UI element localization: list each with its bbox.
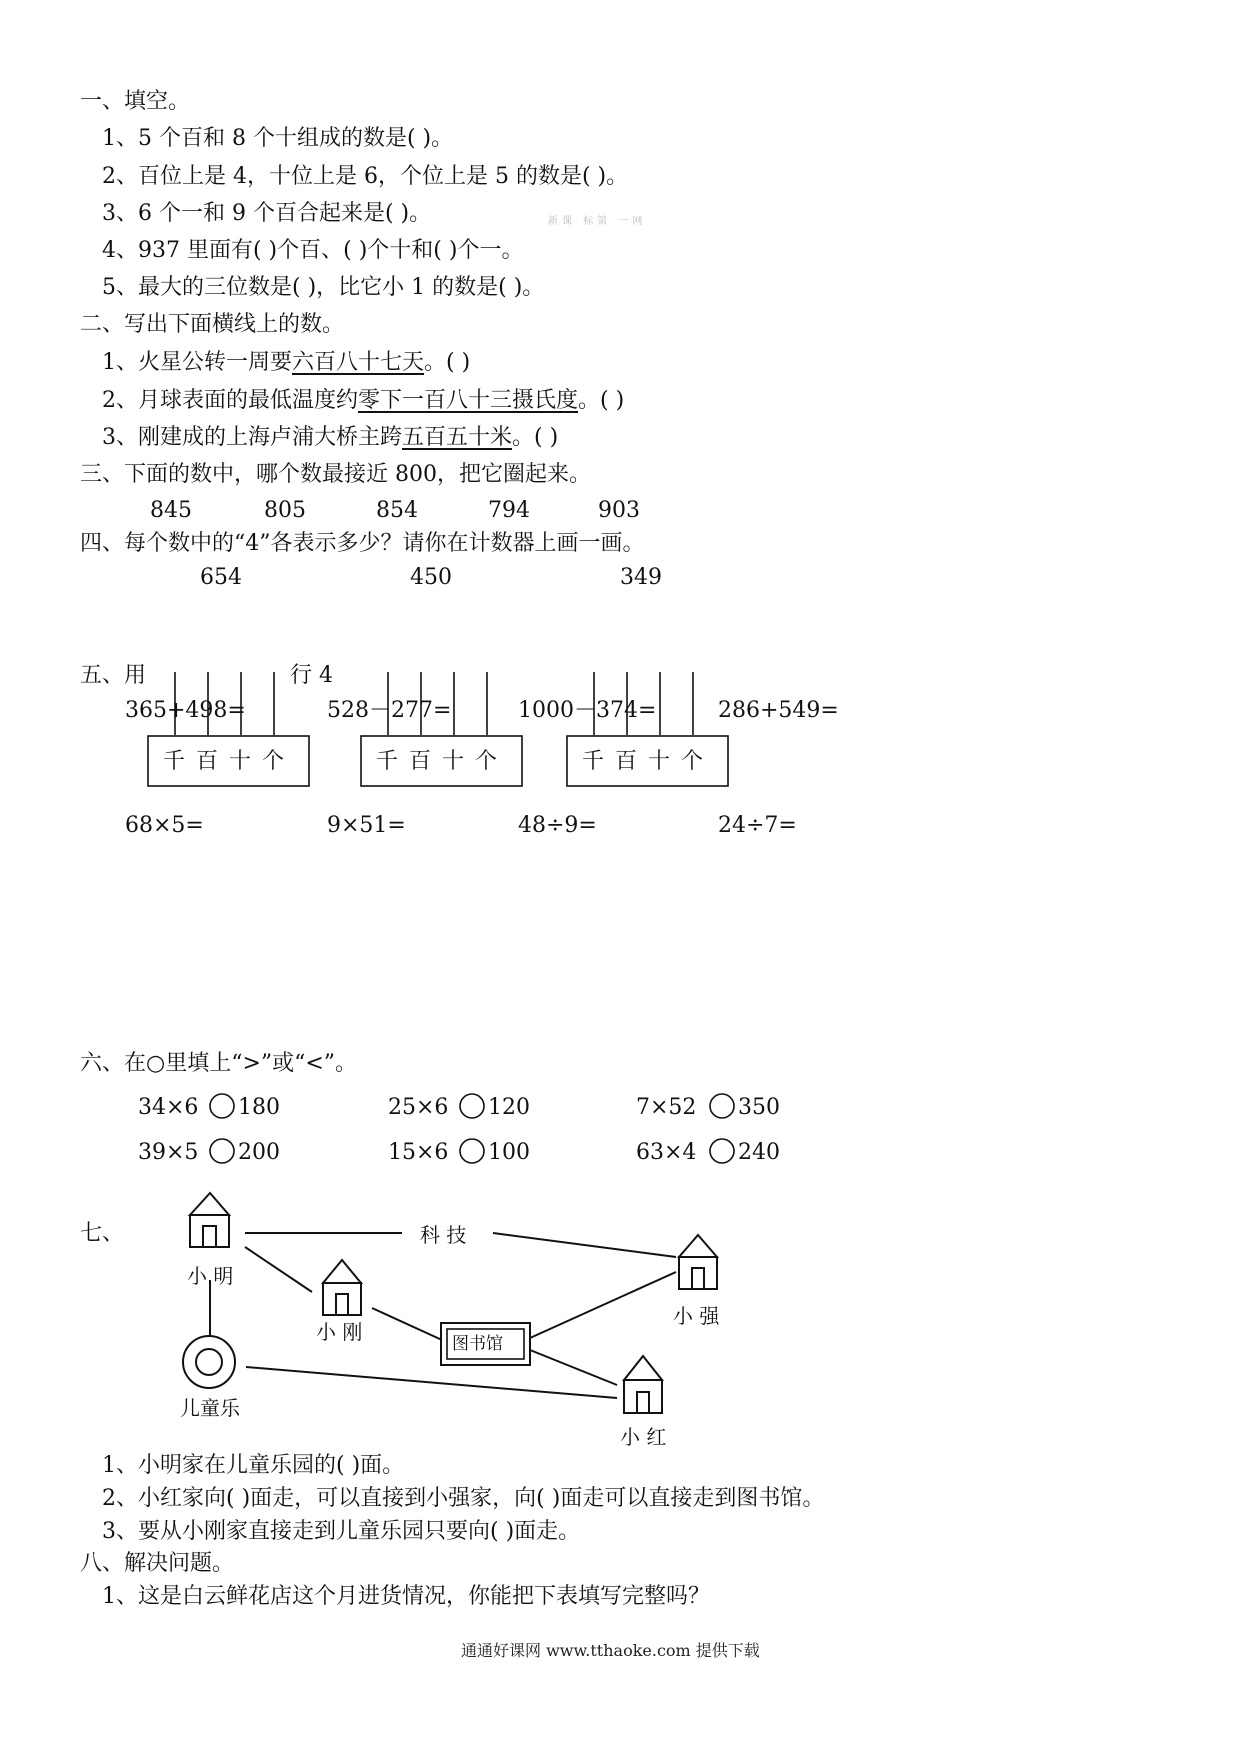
compare-left: 39×5: [138, 1140, 199, 1165]
house-icon: [679, 1235, 717, 1289]
footer-credit: 通通好课网 www.tthaoke.com 提供下载: [461, 1641, 760, 1660]
abacus-place-labels: 千 百 十 个: [582, 749, 705, 774]
calc-item: 528－277=: [327, 698, 452, 723]
compare-right: 240: [738, 1140, 780, 1165]
house-icon: [624, 1356, 662, 1413]
calc-item: 48÷9=: [518, 813, 597, 838]
watermark: 新课 标第 一网: [548, 216, 647, 227]
compare-right: 350: [738, 1095, 780, 1120]
section-6-title: 六、在○里填上“>”或“<”。: [80, 1051, 358, 1076]
question-2-3-underlined: 五百五十米: [402, 425, 513, 450]
compare-right: 120: [488, 1095, 530, 1120]
section-7-title: 七、: [80, 1221, 125, 1246]
question-1-5: 5、最大的三位数是( )，比它小 1 的数是( )。: [102, 275, 545, 300]
house-icon: [323, 1260, 361, 1315]
road-line: [372, 1308, 442, 1340]
question-2-3-blank: 。( ): [512, 425, 559, 450]
section-5-title-start: 五、用: [80, 663, 147, 688]
compare-left: 25×6: [388, 1095, 449, 1120]
road-line: [493, 1233, 676, 1257]
question-7-3: 3、要从小刚家直接走到儿童乐园只要向( )面走。: [102, 1519, 581, 1544]
road-line: [245, 1247, 312, 1292]
label-xiaogang: 小 刚: [316, 1320, 363, 1344]
compare-left: 63×4: [636, 1140, 697, 1165]
question-2-3-text: 3、刚建成的上海卢浦大桥主跨: [102, 425, 402, 450]
calc-item: 9×51=: [327, 813, 406, 838]
compare-right: 200: [238, 1140, 280, 1165]
calc-item: 1000－374=: [518, 698, 657, 723]
question-1-3: 3、6 个一和 9 个百合起来是( )。: [102, 201, 432, 226]
abacus-place-labels: 千 百 十 个: [376, 749, 499, 774]
section-4-title: 四、每个数中的“4”各表示多少？请你在计数器上画一画。: [80, 531, 645, 556]
compare-left: 7×52: [636, 1095, 697, 1120]
question-7-2: 2、小红家向( )面走，可以直接到小强家，向( )面走可以直接走到图书馆。: [102, 1486, 825, 1511]
label-park: 儿童乐: [180, 1396, 240, 1420]
road-line: [530, 1350, 617, 1385]
question-2-2-underlined: 零下一百八十三摄氏度: [358, 388, 579, 413]
abacus-number: 450: [410, 565, 452, 590]
label-xiaoqiang: 小 强: [673, 1304, 720, 1328]
question-2-1-underlined: 六百八十七天: [292, 350, 425, 375]
number-option[interactable]: 794: [488, 498, 530, 523]
section-1-title: 一、填空。: [80, 89, 191, 114]
park-icon: [183, 1336, 235, 1388]
house-icon: [190, 1193, 229, 1247]
question-2-1-blank: 。( ): [424, 350, 471, 375]
road-line: [246, 1367, 617, 1398]
compare-left: 15×6: [388, 1140, 449, 1165]
label-keji: 科 技: [420, 1223, 467, 1247]
calc-item: 286+549=: [718, 698, 839, 723]
question-2-2-text: 2、月球表面的最低温度约: [102, 388, 358, 413]
section-3-title: 三、下面的数中，哪个数最接近 800，把它圈起来。: [80, 462, 591, 487]
question-2-1-text: 1、火星公转一周要: [102, 350, 292, 375]
number-option[interactable]: 805: [264, 498, 306, 523]
question-1-2: 2、百位上是 4，十位上是 6，个位上是 5 的数是( )。: [102, 164, 629, 189]
abacus-number: 654: [200, 565, 242, 590]
calc-item: 24÷7=: [718, 813, 797, 838]
section-5-title-end: 行 4: [290, 663, 333, 688]
number-option[interactable]: 903: [598, 498, 640, 523]
number-option[interactable]: 854: [376, 498, 418, 523]
label-library: 图书馆: [452, 1334, 503, 1354]
question-8-1: 1、这是白云鲜花店这个月进货情况，你能把下表填写完整吗？: [102, 1584, 710, 1609]
label-xiaoming: 小 明: [187, 1264, 234, 1288]
question-2-2-blank: 。( ): [578, 388, 625, 413]
question-7-1: 1、小明家在儿童乐园的( )面。: [102, 1453, 405, 1478]
compare-left: 34×6: [138, 1095, 199, 1120]
compare-right: 180: [238, 1095, 280, 1120]
compare-right: 100: [488, 1140, 530, 1165]
label-xiaohong: 小 红: [620, 1425, 667, 1449]
question-1-1: 1、5 个百和 8 个十组成的数是( )。: [102, 126, 454, 151]
section-8-title: 八、解决问题。: [80, 1551, 235, 1576]
abacus-place-labels: 千 百 十 个: [163, 749, 286, 774]
road-line: [530, 1272, 676, 1338]
calc-item: 68×5=: [125, 813, 204, 838]
number-option[interactable]: 845: [150, 498, 192, 523]
calc-item: 365+498=: [125, 698, 246, 723]
section-2-title: 二、写出下面横线上的数。: [80, 312, 345, 337]
abacus-number: 349: [620, 565, 662, 590]
question-1-4: 4、937 里面有( )个百、( )个十和( )个一。: [102, 238, 524, 263]
